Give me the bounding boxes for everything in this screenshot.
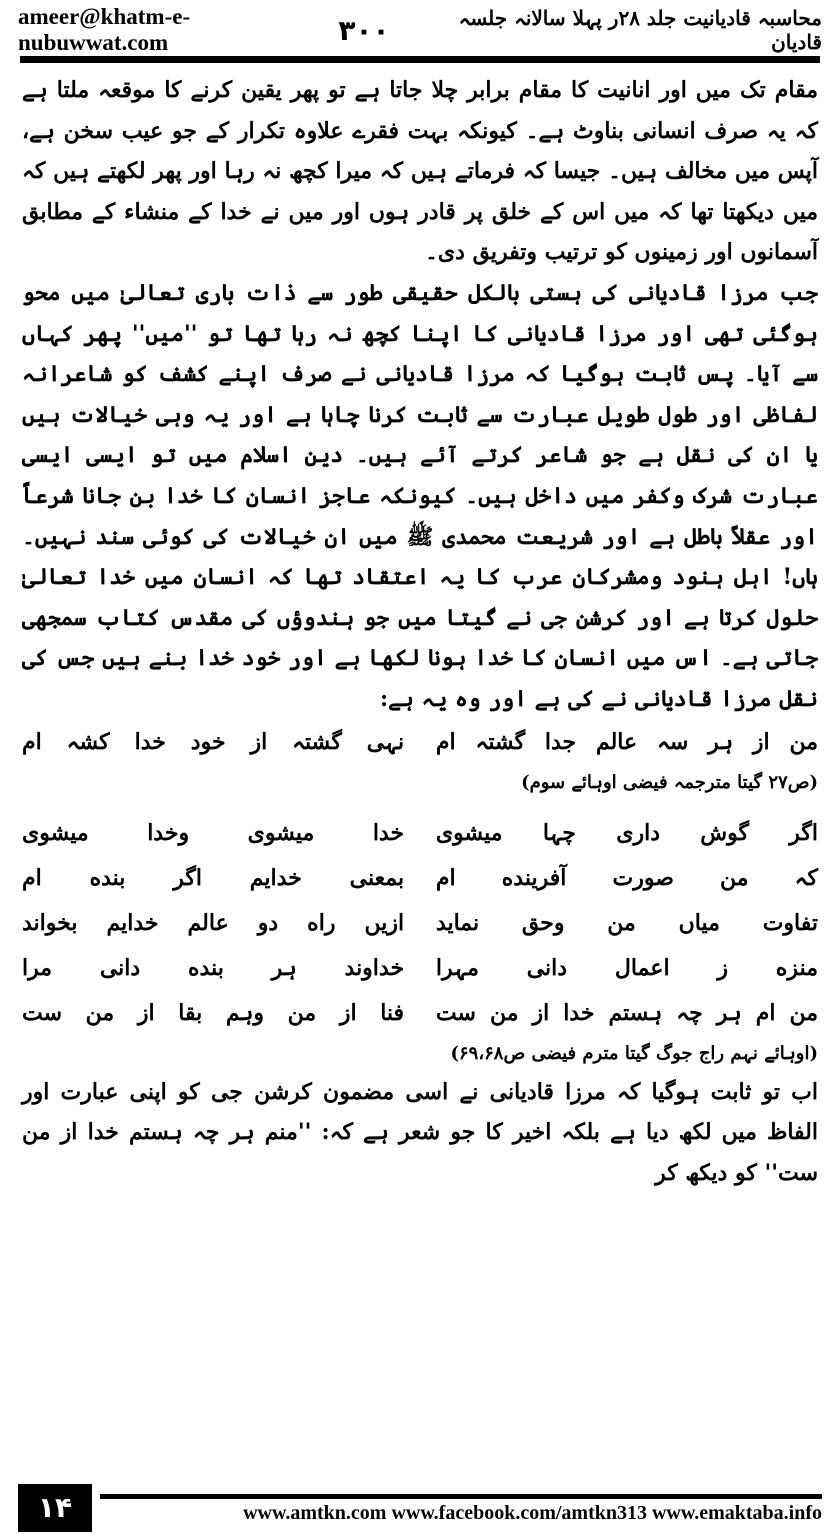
paragraph-2: جب مرزا قادیانی کی ہستی بالکل حقیقی طور سے ذات باری تعالیٰ میں محو ہوگئی تھی اور مرزا قادیانی کا اپنا کچھ نہ رہا تھا تو ''میں'' پھر کہاں سے آیا۔ پس ثابت ہوگیا کہ مرزا قادیانی نے صرف اپنے کشف کو شاعرانہ لفاظی اور طول طویل عبارت سے ثابت کرنا چاہا ہے اور یہ وہی خیالات ہیں یا ان کی نقل ہے جو شاعر کرتے آئے ہیں۔ دین اسلام میں تو ایسی ایسی عبارت شرک وکفر میں داخل ہیں۔ کیونکہ عاجز انسان کا خدا بن جانا شرعاً اور عقلاً باطل ہے اور شریعت محمدی ﷺ میں ان خیالات کی کوئی سند نہیں۔ ہاں! اہل ہنود ومشرکان عرب کا یہ اعتقاد تھا کہ انسان میں خدا تعالیٰ حلول کرتا ہے اور کرشن جی نے گیتا میں جو ہندوؤں کی مقدس کتاب سمجھی جاتی ہے۔ اس میں انسان کا خدا ہونا لکھا ہے اور خود خدا بنے ہیں جس کی نقل مرزا قادیانی نے کی ہے اور وہ یہ ہے: (22, 279, 818, 712)
verse-row (22, 901, 818, 946)
spacer (22, 801, 818, 811)
page-body (22, 70, 818, 1485)
citation-1: (ص۲۷ گیتا مترجمہ فیضی اوہائے سوم) (521, 771, 818, 793)
closing-paragraph: اب تو ثابت ہوگیا کہ مرزا قادیانی نے اسی مضمون کرشن جی کو اپنی عبارت اور الفاظ میں لکھ دیا ہے بلکہ اخیر کا جو شعر ہے کہ: ''منم ہر چہ ہستم خدا از من ست'' کو دیکھ کر (22, 1078, 818, 1186)
header-rule (20, 56, 820, 63)
verse-line: ازیں راه دو عالم خدایم بخواند (22, 910, 405, 936)
header-email: ameer@khatm-e-nubuwwat.com (18, 4, 191, 55)
verse-row (22, 720, 818, 765)
verse-row (22, 811, 818, 856)
page-footer (18, 1486, 822, 1532)
verse-line: خداوند ہر بنده دانی مرا (22, 955, 405, 981)
verse-line: منزه ز اعمال دانی مہرا (435, 955, 818, 981)
citation-2: (اوہائے نہم راج جوگ گیتا مترم فیضی ص۶۹،۶۸) (450, 1042, 818, 1064)
page-header (18, 4, 822, 55)
footer-page-badge: ۱۴ (18, 1484, 92, 1532)
verse-line: بمعنی خدایم اگر بنده ام (22, 865, 405, 891)
verse-line: تفاوت میاں من وحق نماید (435, 910, 818, 936)
running-title: محاسبہ قادیانیت جلد ۲۸ر پہلا سالانہ جلسہ قادیان (458, 6, 822, 54)
verse-row (22, 991, 818, 1036)
verse-line: نہی گشتہ از خود خدا کشہ ام (22, 729, 405, 755)
header-page-number: ۳۰۰ (338, 13, 390, 47)
verse-row (22, 946, 818, 991)
verse-line: من از ہر سہ عالم جدا گشتہ ام (435, 729, 818, 755)
paragraph-1: مقام تک میں اور انانیت کا مقام برابر چلا جاتا ہے تو پھر یقین کرنے کا موقعہ ملتا ہے کہ یہ صرف انسانی بناوٹ ہے۔ کیونکہ بہت فقرے علاوہ تکرار کے جو عیب سخن ہے، آپس میں مخالف ہیں۔ جیسا کہ فرماتے ہیں کہ میرا کچھ نہ رہا اور پھر لکھتے ہیں کہ میں دیکھتا تھا کہ میں اس کے خلق پر قادر ہوں اور میں نے خدا کے منشاء کے مطابق آسمانوں اور زمینوں کو ترتیب وتفریق دی۔ (22, 77, 818, 266)
footer-urls: www.amtkn.com www.facebook.com/amtkn313 www.emaktaba.info (243, 1502, 822, 1524)
header-right (338, 6, 822, 54)
verse-line: اگر گوش داری چہا میشوی (435, 820, 818, 846)
verse-row (22, 856, 818, 901)
verse-line: من ام ہر چہ ہستم خدا از من ست (435, 1000, 818, 1026)
footer-bar (100, 1494, 822, 1532)
verse-line: کہ من صورت آفرینده ام (435, 865, 818, 891)
footer-rule (100, 1494, 822, 1499)
verse-line: خدا میشوی وخدا میشوی (22, 820, 405, 846)
verse-line: فنا از من وہم بقا از من ست (22, 1000, 405, 1026)
